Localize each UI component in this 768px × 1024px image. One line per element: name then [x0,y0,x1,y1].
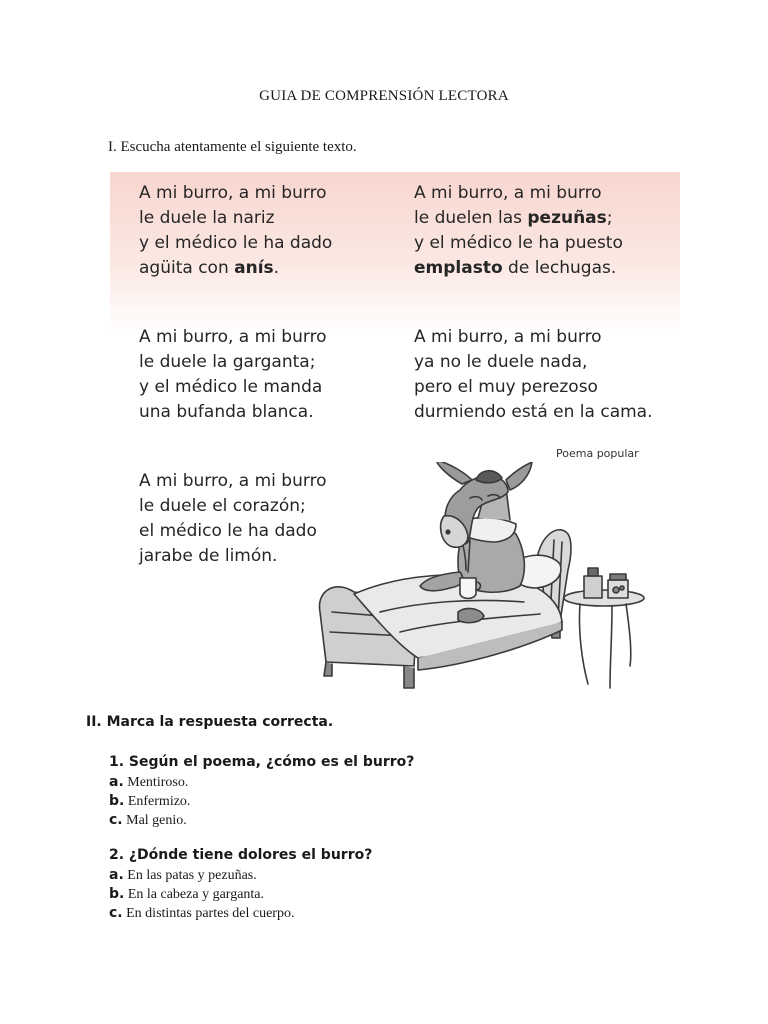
poem-line: durmiendo está en la cama. [414,402,653,422]
question-1 [109,753,414,830]
answer-option-c[interactable] [109,904,372,923]
sick-donkey-in-bed-icon [310,462,655,697]
section-2-heading: II. Marca la respuesta correcta. [86,714,334,730]
option-letter: c. [109,905,123,921]
question-2 [109,846,372,923]
option-letter: b. [109,793,125,809]
poem-keyword: pezuñas [527,208,607,228]
poem-line: A mi burro, a mi burro [139,183,327,203]
poem-line: ya no le duele nada, [414,352,588,372]
question-text: 2. ¿Dónde tiene dolores el burro? [109,847,373,863]
poem-line: A mi burro, a mi burro [414,183,602,203]
poem-line-text: de lechugas. [502,258,617,278]
poem-stanza-1 [139,181,332,281]
answer-option-b[interactable] [109,885,372,904]
question-text: 1. Según el poema, ¿cómo es el burro? [109,754,415,770]
poem-source: Poema popular [556,447,639,460]
answer-option-a[interactable] [109,866,372,885]
poem-line-text: le duelen las [414,208,528,228]
poem-line: una bufanda blanca. [139,402,314,422]
poem-line: y el médico le ha puesto [414,233,623,253]
poem-keyword: emplasto [414,258,503,278]
option-letter: b. [109,886,125,902]
poem-stanza-2 [414,181,623,281]
option-letter: a. [109,867,124,883]
poem-line: le duele la garganta; [139,352,316,372]
poem-stanza-3 [139,325,327,425]
option-text: Enfermizo. [124,794,191,809]
poem-line: el médico le ha dado [139,521,317,541]
option-text: En las patas y pezuñas. [123,868,257,883]
poem-line: y el médico le ha dado [139,233,333,253]
answer-option-c[interactable] [109,811,414,830]
poem-line [139,256,332,281]
option-text: En distintas partes del cuerpo. [122,906,295,921]
poem-line: le duele el corazón; [139,496,306,516]
poem-keyword: anís [234,258,274,278]
poem-line: pero el muy perezoso [414,377,598,397]
poem-line: A mi burro, a mi burro [139,471,327,491]
option-letter: a. [109,774,124,790]
poem-line: A mi burro, a mi burro [139,327,327,347]
poem-line-punct: ; [606,208,613,228]
poem-line-text: agüita con [139,258,235,278]
poem-line: A mi burro, a mi burro [414,327,602,347]
option-text: En la cabeza y garganta. [124,887,265,902]
poem-stanza-4 [414,325,653,425]
poem-stanza-5 [139,469,327,569]
poem-line [414,256,623,281]
option-letter: c. [109,812,123,828]
poem-line: le duele la nariz [139,208,275,228]
poem-line [414,206,623,231]
section-1-heading: I. Escucha atentamente el siguiente texto. [108,139,357,155]
option-text: Mentiroso. [123,775,189,790]
poem-line: y el médico le manda [139,377,323,397]
answer-option-a[interactable] [109,773,414,792]
poem-line-punct: . [273,258,280,278]
answer-option-b[interactable] [109,792,414,811]
option-text: Mal genio. [122,813,187,828]
poem-line: jarabe de limón. [139,546,278,566]
page-title: GUIA DE COMPRENSIÓN LECTORA [259,88,509,104]
